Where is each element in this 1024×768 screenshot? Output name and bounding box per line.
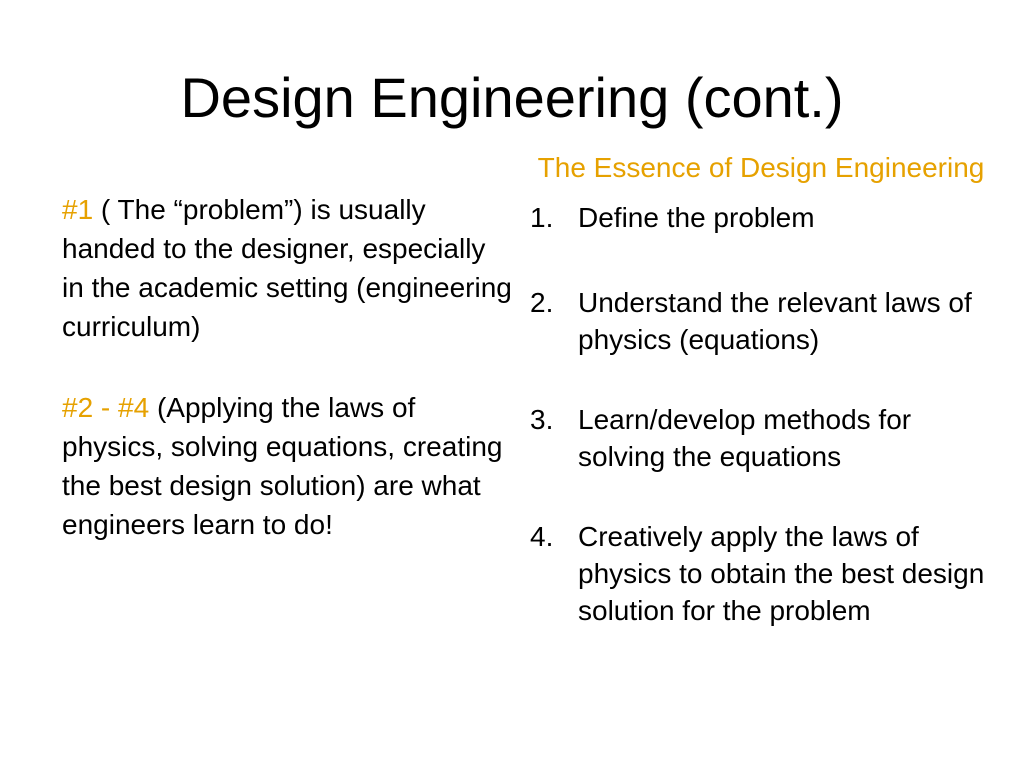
- list-number: 1.: [530, 202, 554, 233]
- paragraph-text-2: (Applying the laws of physics, solving equations, creating the best design solution) are what engineers learn to do!: [62, 392, 503, 540]
- highlight-label-2: #2 - #4: [62, 392, 150, 423]
- essence-heading: The Essence of Design Engineering: [537, 152, 985, 183]
- left-paragraph-1: [62, 190, 512, 346]
- list-text: Understand the relevant laws of physics (equations): [578, 287, 972, 355]
- list-item: [530, 284, 1000, 358]
- highlight-label-1: #1: [62, 194, 94, 225]
- list-text: Define the problem: [578, 202, 815, 233]
- list-item: [530, 401, 1000, 475]
- list-number: 3.: [530, 404, 554, 435]
- list-item: [530, 199, 1000, 236]
- list-number: 2.: [530, 287, 554, 318]
- slide-title: Design Engineering (cont.): [180, 66, 844, 129]
- left-column: [62, 190, 512, 586]
- left-paragraph-2: [62, 388, 512, 544]
- paragraph-text-1: ( The “problem”) is usually handed to the designer, especially in the academic setting (engineering curriculum): [62, 194, 512, 342]
- list-item: [530, 518, 1000, 629]
- list-number: 4.: [530, 521, 554, 552]
- right-column: [530, 150, 1000, 672]
- list-text: Learn/develop methods for solving the equations: [578, 404, 912, 472]
- list-text: Creatively apply the laws of physics to obtain the best design solution for the problem: [578, 521, 985, 626]
